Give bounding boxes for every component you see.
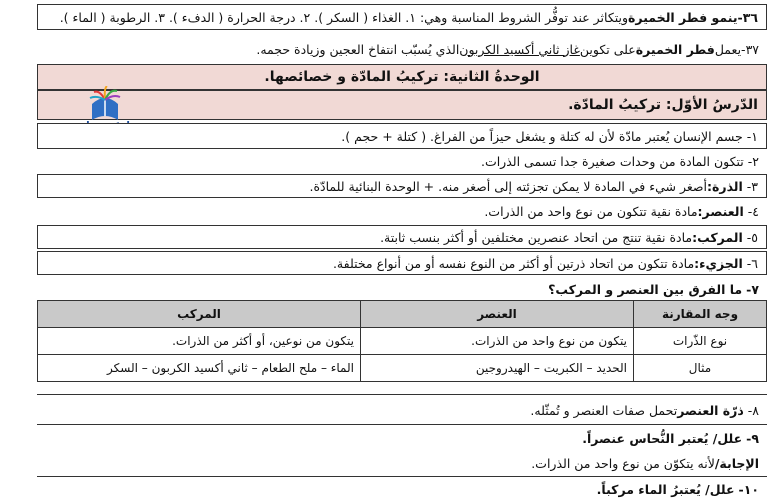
- question-number: ٣٧-: [741, 41, 759, 57]
- item-text: جسم الإنسان يُعتبر مادّة لأن له كتلة و يشغل حيزاً من الفراغ. ( كتلة + حجم ).: [341, 128, 743, 144]
- table-cell: يتكون من نوع واحد من الذرات.: [361, 328, 634, 355]
- item-text: مادة تتكون من اتحاد ذرتين أو أكثر من النوع نفسه أو من أنواع مختلفة.: [332, 255, 695, 271]
- table-cell: الحديد – الكبريت – الهيدروجين: [361, 355, 634, 382]
- item-text: مادة نقية تنتج من اتحاد عنصرين مختلفين أو أكثر بنسب ثابتة.: [380, 229, 693, 245]
- lesson-title: الدّرسُ الأوّل: تركيبُ المادّة.: [568, 97, 758, 113]
- answer-text: لأنه يتكوّن من نوع واحد من الذرات.: [531, 455, 715, 471]
- item-number: ٦-: [746, 255, 758, 271]
- question-8: [37, 398, 767, 422]
- table-row: [38, 328, 767, 355]
- unit-title: الوحدةُ الثانية: تركيبُ المادّة و خصائصها.: [37, 64, 767, 90]
- item-number: ١-: [746, 128, 758, 144]
- table-header-row: [38, 301, 767, 328]
- table-header: وجه المقارنة: [634, 301, 767, 328]
- item-3: [37, 174, 767, 198]
- section-divider: [37, 424, 767, 425]
- question-text: تحمل صفات العنصر و تُمثّله.: [530, 402, 678, 418]
- item-1: [37, 123, 767, 149]
- table-cell: الماء – ملح الطعام – ثاني أكسيد الكربون – السكر: [38, 355, 361, 382]
- question-subject: فطر الخميرة: [635, 41, 715, 57]
- question-text: علل/ يُعتبرُ الماء مركباً.: [596, 481, 735, 497]
- question-number: ٨-: [747, 402, 759, 418]
- question-text: ويتكاثر عند توفُّر الشروط المناسبة وهي: ١. الغذاء ( السكر ). ٢. درجة الحرارة ( الدفء ). ٣. الرطوبة ( الماء ).: [59, 9, 629, 25]
- question-number: ٣٦-: [737, 9, 758, 25]
- question-text: ما الفرق بين العنصر و المركب؟: [548, 281, 743, 297]
- question-number: ١٠-: [738, 481, 759, 497]
- question-gas-term: غاز ثاني أكسيد الكربون: [459, 41, 580, 57]
- item-term: الذرة:: [707, 178, 743, 194]
- section-divider: [37, 394, 767, 395]
- item-term: الجزيء:: [694, 255, 743, 271]
- item-6: [37, 251, 767, 275]
- answer-label: الإجابة/: [714, 455, 759, 471]
- section-divider: [37, 476, 767, 477]
- item-text: تتكون المادة من وحدات صغيرة جدا تسمى الذرات.: [480, 153, 744, 169]
- table-header: المركب: [38, 301, 361, 328]
- question-10: [37, 479, 767, 499]
- table-cell: يتكون من نوعين، أو أكثر من الذرات.: [38, 328, 361, 355]
- table-row: [38, 355, 767, 382]
- question-36: [37, 4, 767, 30]
- item-term: المركب:: [692, 229, 743, 245]
- question-7: [37, 278, 767, 300]
- item-2: [37, 149, 767, 173]
- comparison-table: [37, 300, 767, 382]
- question-subject: ينمو فطر الخميرة: [628, 9, 738, 25]
- question-9: [37, 427, 767, 449]
- question-text: علل/ يُعتبر النُّحاس عنصراً.: [582, 430, 743, 446]
- table-header: العنصر: [361, 301, 634, 328]
- question-text-post: الذي يُسبّب انتفاخ العجين وزيادة حجمه.: [256, 41, 460, 57]
- item-4: [37, 199, 767, 223]
- question-number: ٩-: [746, 430, 759, 446]
- item-text: مادة نقية تتكون من نوع واحد من الذرات.: [484, 203, 698, 219]
- question-term: ذرّة العنصر: [677, 402, 744, 418]
- answer-9: [37, 452, 767, 474]
- item-term: العنصر:: [697, 203, 744, 219]
- item-number: ٤-: [747, 203, 759, 219]
- question-text-mid: على تكوين: [579, 41, 636, 57]
- question-text-pre: يعمل: [714, 41, 742, 57]
- question-number: ٧-: [746, 281, 759, 297]
- question-37: [37, 38, 767, 60]
- item-number: ٣-: [746, 178, 758, 194]
- item-text: أصغر شيء في المادة لا يمكن تجزئته إلى أصغر منه. + الوحدة البنائية للمادّة.: [309, 178, 707, 194]
- item-number: ٥-: [746, 229, 758, 245]
- item-5: [37, 225, 767, 249]
- table-cell: نوع الذّرات: [634, 328, 767, 355]
- item-number: ٢-: [747, 153, 759, 169]
- table-cell: مثال: [634, 355, 767, 382]
